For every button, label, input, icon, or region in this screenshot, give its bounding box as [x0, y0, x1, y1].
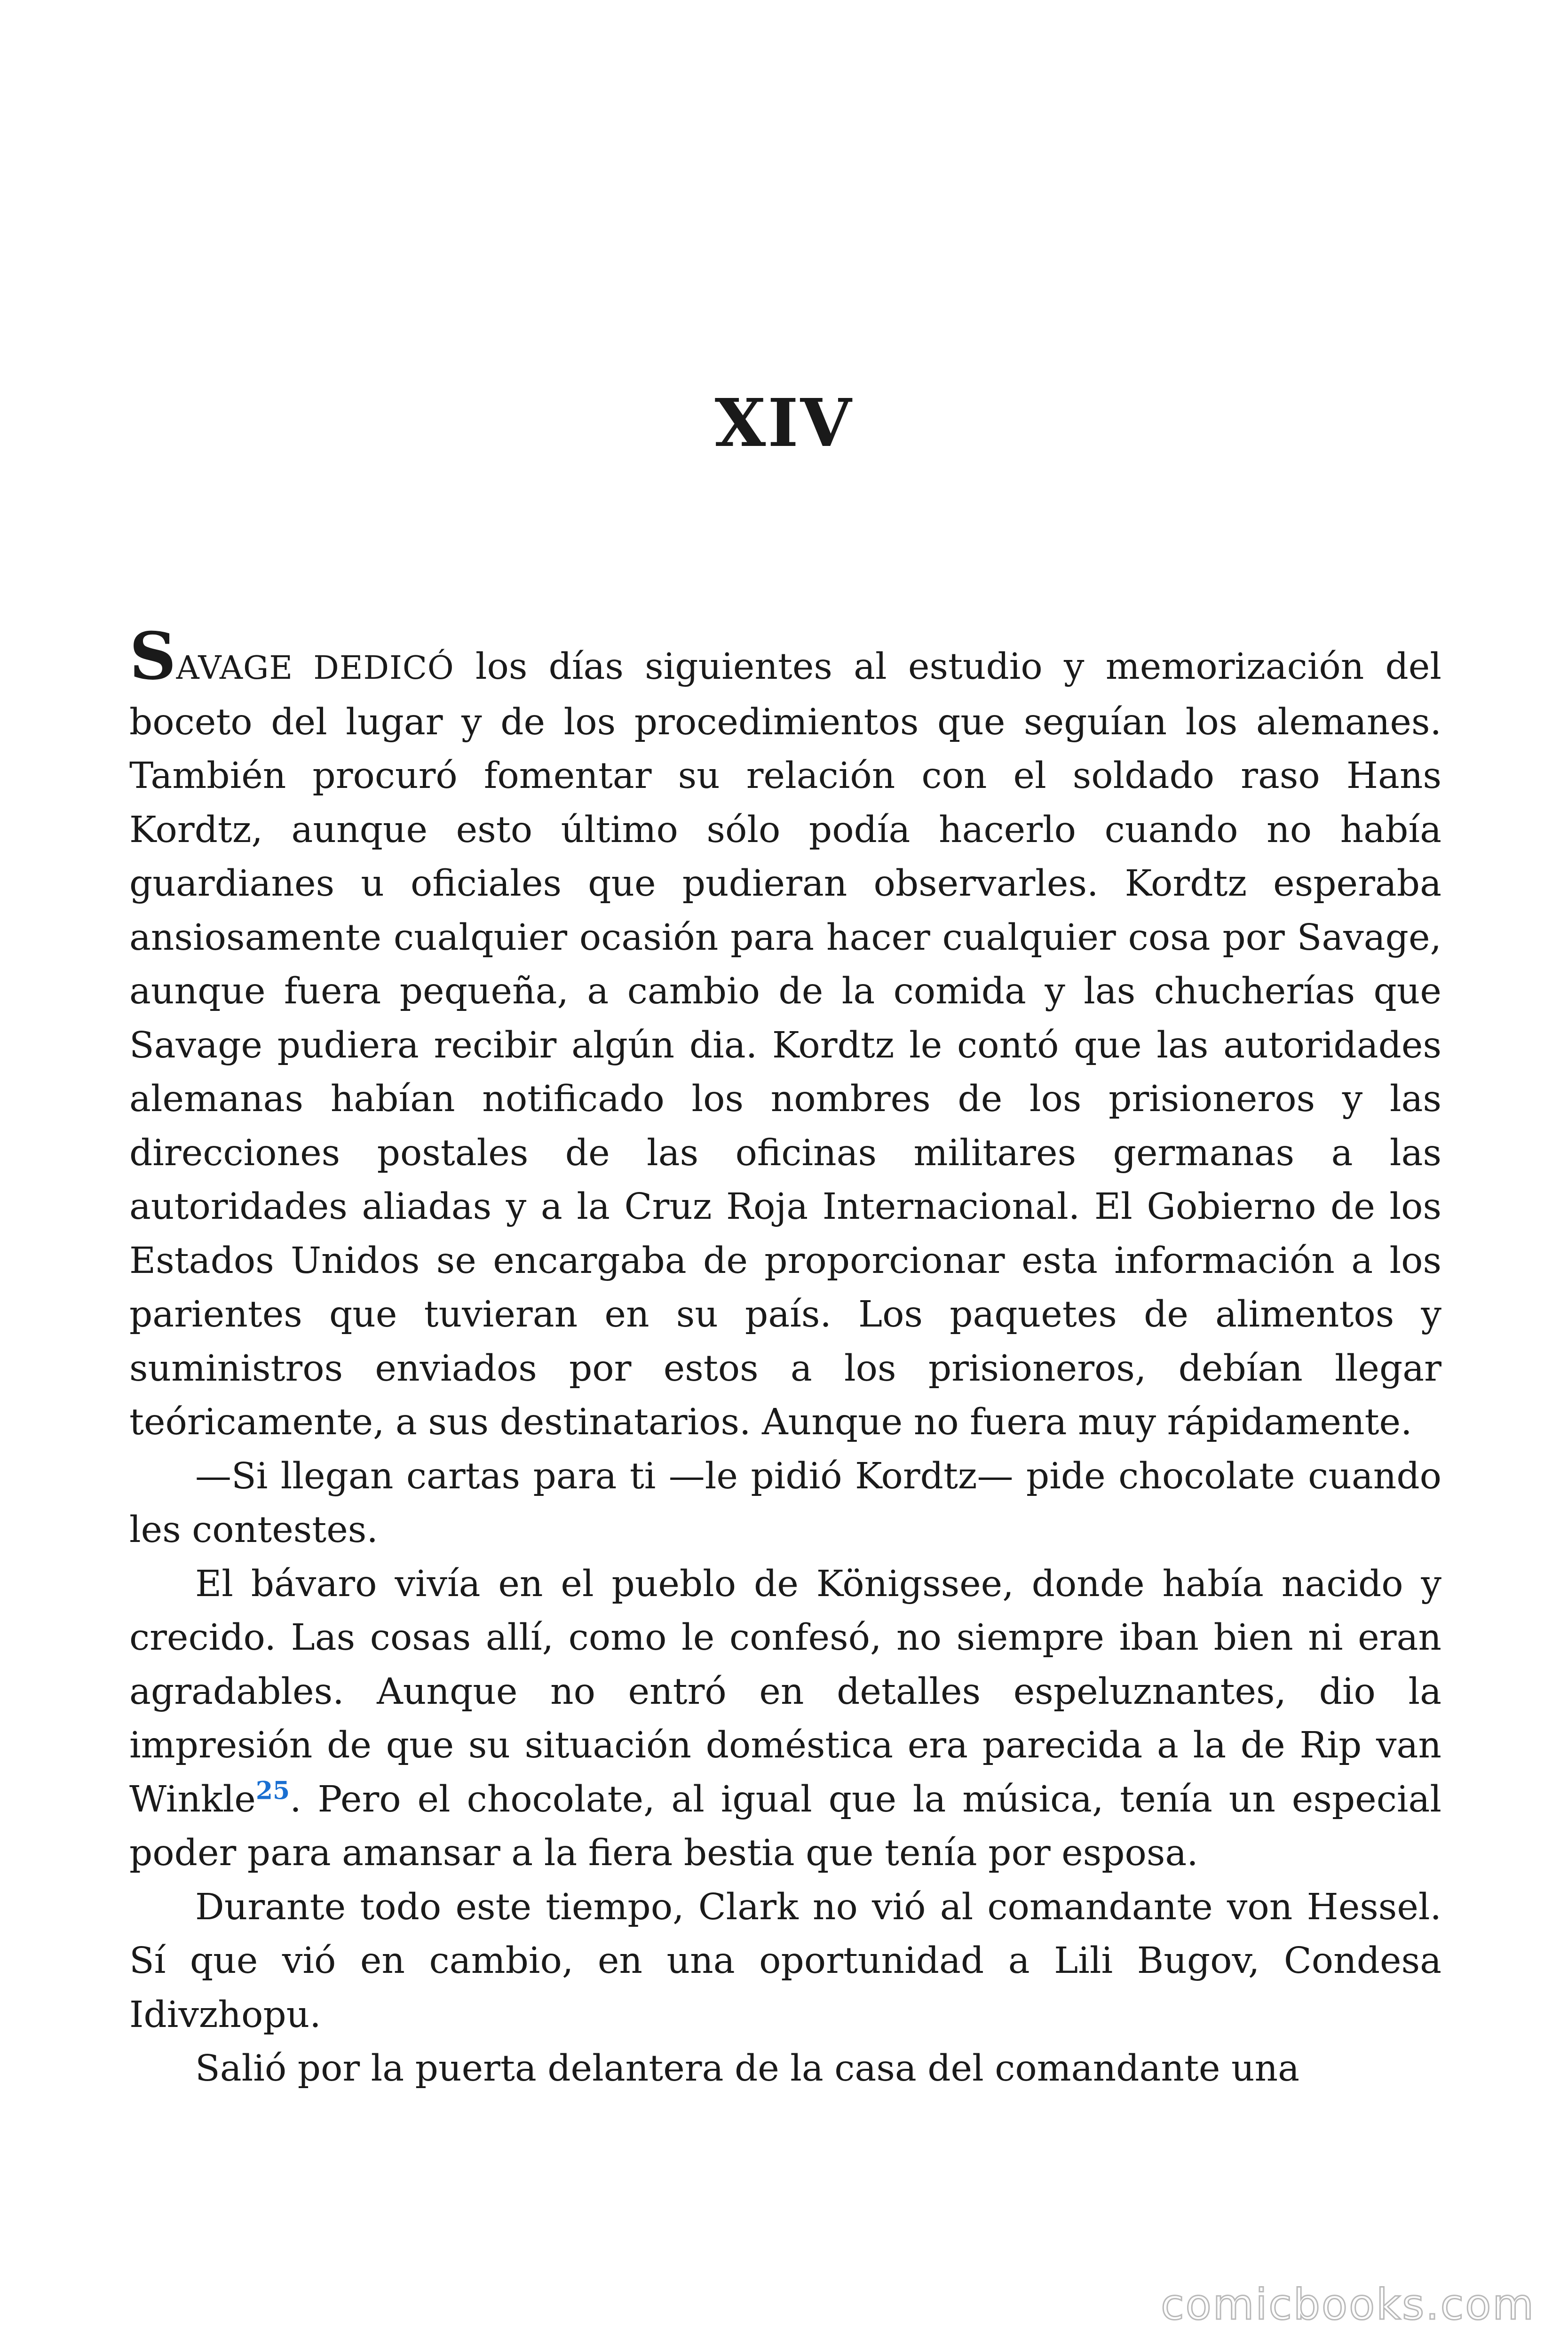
site-watermark: comicbooks.com [1161, 2280, 1535, 2329]
paragraph-3-text-after: . Pero el chocolate, al igual que la música, tenía un especial poder para amansar a la fiera bestia que tenía por esposa. [129, 1778, 1441, 1874]
chapter-text [129, 618, 1441, 2096]
paragraph-3-text-before: El bávaro vivía en el pueblo de Königssee, donde había nacido y crecido. Las cosas allí, como le confesó, no siempre iban bien ni eran agradables. Aunque no entró en detalles espeluznantes, dio la impresión de que su situación doméstica era parecida a la de Rip van Winkle [129, 1563, 1441, 1820]
chapter-title: XIV [714, 385, 854, 462]
paragraph-2: —Si llegan cartas para ti —le pidió Kordtz— pide chocolate cuando les contestes. [129, 1455, 1441, 1551]
paragraph-1 [129, 618, 1441, 1450]
paragraph-1-text: los días siguientes al estudio y memorización del boceto del lugar y de los procedimientos que seguían los alemanes. También procuró fomentar su relación con el soldado raso Hans Kordtz, aunque esto último sólo podía hacerlo cuando no había guardianes u oficiales que pudieran observarles. Kordtz esperaba ansiosamente cualquier ocasión para hacer cualquier cosa por Savage, aunque fuera pequeña, a cambio de la comida y las chucherías que Savage pudiera recibir algún dia. Kordtz le contó que las autoridades alemanas habían notificado los nombres de los prisioneros y las direcciones postales de las oficinas militares germanas a las autoridades aliadas y a la Cruz Roja Internacional. El Gobierno de los Estados Unidos se encargaba de proporcionar esta información a los parientes que tuvieran en su país. Los paquetes de alimentos y suministros enviados por estos a los prisioneros, debían llegar teóricamente, a sus destinatarios. Aunque no fuera muy rápidamente. [129, 646, 1441, 1443]
opening-small-caps: AVAGE DEDICÓ [176, 650, 454, 687]
paragraph-4: Durante todo este tiempo, Clark no vió al comandante von Hessel. Sí que vió en cambio, en una oportunidad a Lili Bugov, Condesa Idivzhopu. [129, 1886, 1441, 2036]
paragraph-5: Salió por la puerta delantera de la casa del comandante una [195, 2048, 1300, 2090]
paragraph-3 [129, 1557, 1441, 1881]
footnote-link-25[interactable]: 25 [255, 1776, 290, 1805]
drop-cap: S [129, 618, 176, 694]
